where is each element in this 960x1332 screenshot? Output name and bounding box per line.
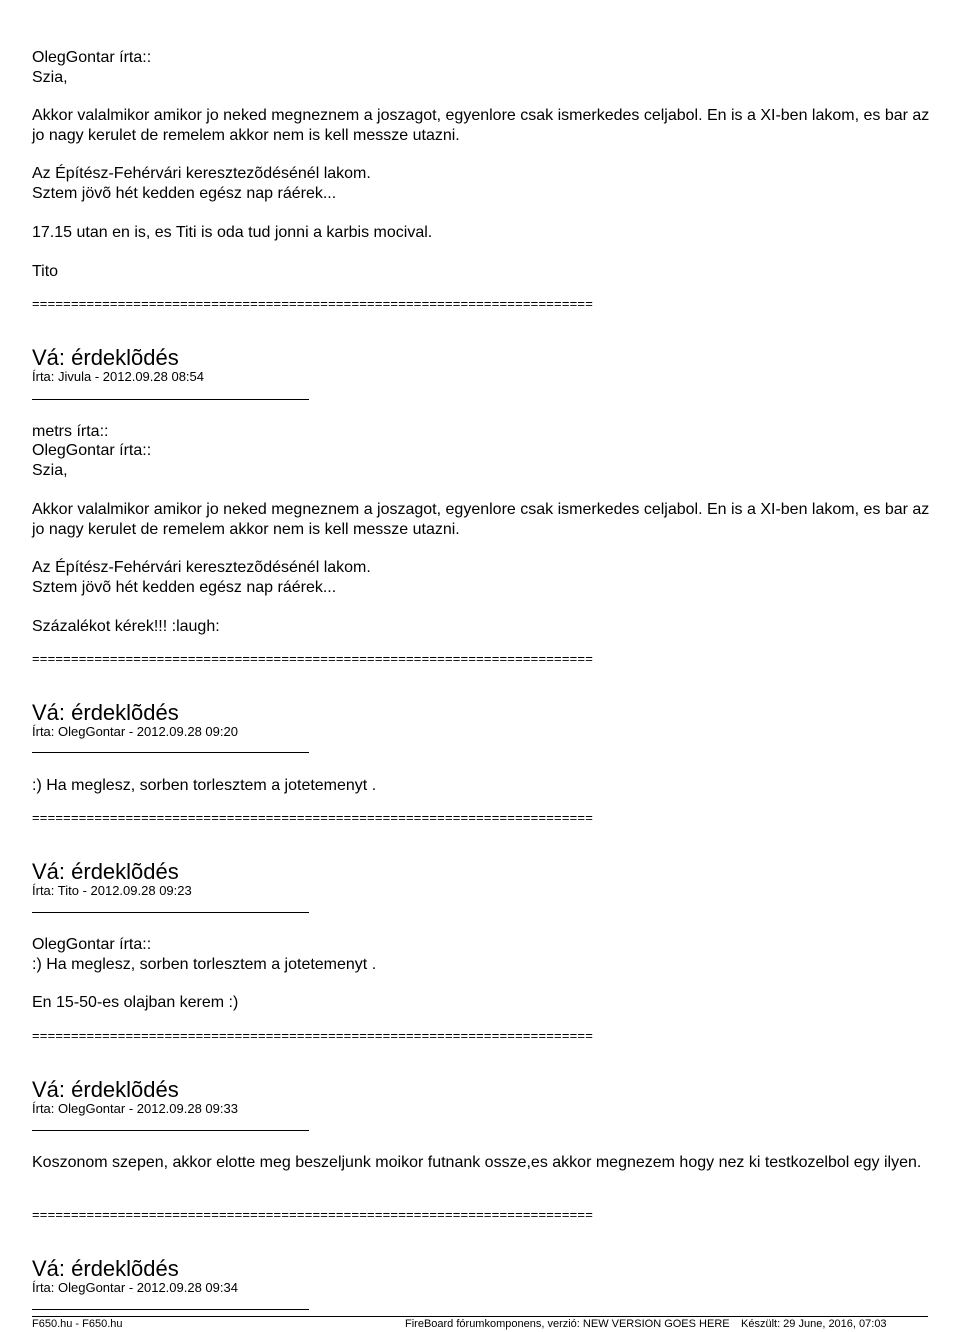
separator: ======================================================================== (32, 1207, 594, 1222)
post-meta: Írta: OlegGontar - 2012.09.28 09:20 (32, 724, 238, 739)
post-title: Vá: érdeklõdés (32, 859, 179, 884)
address-line: Az Építész-Fehérvári keresztezõdésénél lakom. (32, 165, 371, 182)
post-divider (32, 399, 309, 400)
address-line: Az Építész-Fehérvári keresztezõdésénél lakom. (32, 559, 371, 576)
post-divider (32, 1309, 309, 1310)
quote-author: OlegGontar írta:: (32, 936, 152, 953)
quoted-text: :) Ha meglesz, sorben torlesztem a jotetemenyt . (32, 956, 377, 973)
separator: ======================================================================== (32, 810, 594, 825)
post-title: Vá: érdeklõdés (32, 700, 179, 725)
quote-author: OlegGontar írta:: (32, 442, 152, 459)
post-title: Vá: érdeklõdés (32, 345, 179, 370)
greeting: Szia, (32, 462, 68, 479)
post-meta: Írta: Jivula - 2012.09.28 08:54 (32, 369, 205, 384)
post-title: Vá: érdeklõdés (32, 1077, 179, 1102)
availability-line: Sztem jövõ hét kedden egész nap ráérek... (32, 185, 337, 202)
availability-line: Sztem jövõ hét kedden egész nap ráérek... (32, 579, 337, 596)
message-body: :) Ha meglesz, sorben torlesztem a jotetemenyt . (32, 777, 377, 794)
signature: Tito (32, 263, 59, 280)
footer-site: F650.hu - F650.hu (32, 1318, 123, 1330)
separator: ======================================================================== (32, 296, 594, 311)
footer-component: FireBoard fórumkomponens, verzió: NEW VERSION GOES HERE (405, 1318, 730, 1330)
message-paragraph: Akkor valalmikor amikor jo neked megneznem a joszagot, egyenlore csak ismerkedes celjabol. En is a XI-ben lakom, es bar az jo nagy kerulet de remelem akkor nem is kell messze utazni. (32, 501, 930, 538)
post-divider (32, 752, 309, 753)
quote-author: OlegGontar írta:: (32, 49, 152, 66)
post-divider (32, 1130, 309, 1131)
post-divider (32, 912, 309, 913)
post-meta: Írta: OlegGontar - 2012.09.28 09:34 (32, 1280, 238, 1295)
separator: ======================================================================== (32, 1028, 594, 1043)
post-meta: Írta: OlegGontar - 2012.09.28 09:33 (32, 1101, 238, 1116)
separator: ======================================================================== (32, 651, 594, 666)
footer-generated: Készült: 29 June, 2016, 07:03 (741, 1318, 887, 1330)
greeting: Szia, (32, 69, 68, 86)
quote-author: metrs írta:: (32, 423, 109, 440)
reply-text: Százalékot kérek!!! :laugh: (32, 618, 220, 635)
post-title: Vá: érdeklõdés (32, 1256, 179, 1281)
message-paragraph: Akkor valalmikor amikor jo neked megneznem a joszagot, egyenlore csak ismerkedes celjabol. En is a XI-ben lakom, es bar az jo nagy kerulet de remelem akkor nem is kell messze utazni. (32, 107, 930, 144)
message-body: Koszonom szepen, akkor elotte meg beszeljunk moikor futnank ossze,es akkor megnezem hogy nez ki testkozelbol egy ilyen. (32, 1154, 922, 1171)
reply-text: En 15-50-es olajban kerem :) (32, 994, 239, 1011)
reply-text: 17.15 utan en is, es Titi is oda tud jonni a karbis mocival. (32, 224, 433, 241)
footer-divider (32, 1316, 928, 1317)
post-meta: Írta: Tito - 2012.09.28 09:23 (32, 883, 192, 898)
